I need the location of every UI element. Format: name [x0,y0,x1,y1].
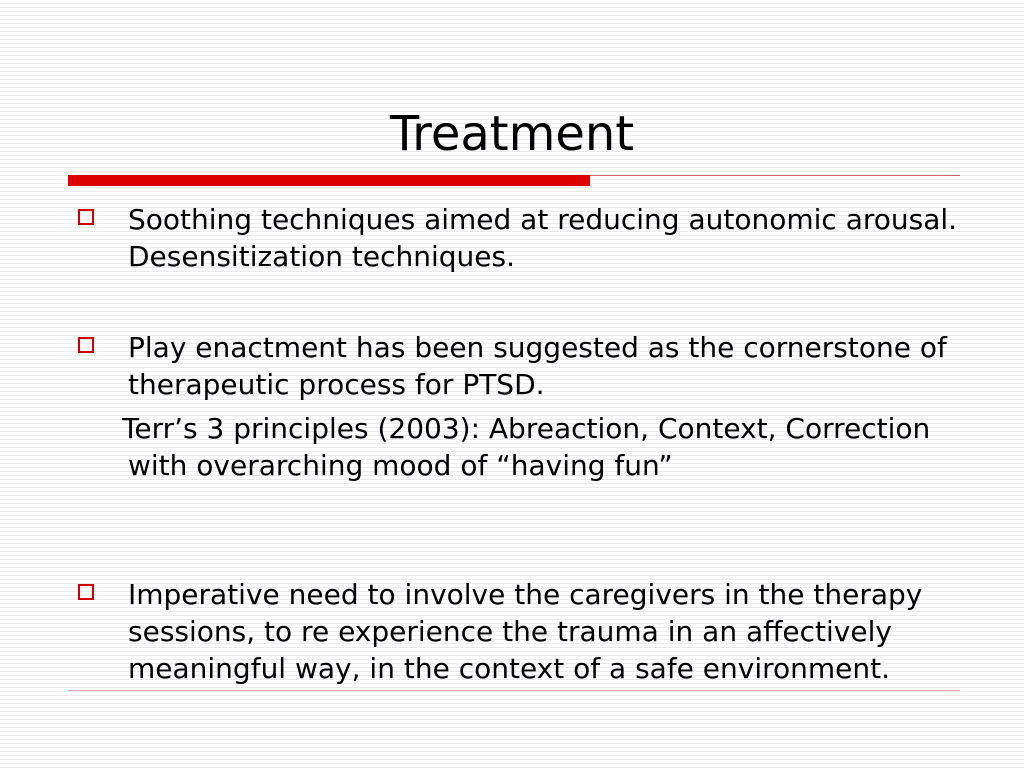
hollow-square-bullet-icon [78,584,94,600]
hollow-square-bullet-icon [78,337,94,353]
slide-title: Treatment [389,106,635,162]
sub-paragraph-terr-principles: Terr’s 3 principles (2003): Abreaction, Context, Correction with overarching mood of “having fun” [122,412,931,482]
hollow-square-bullet-icon [78,209,94,225]
footer-divider [68,690,960,691]
bullet-item-2: Play enactment has been suggested as the cornerstone of therapeutic process for PTSD. [128,331,947,401]
bullet-item-1: Soothing techniques aimed at reducing autonomic arousal. Desensitization techniques. [128,203,958,273]
bullet-item-3: Imperative need to involve the caregivers in the therapy sessions, to re experience the trauma in an affectively meaningful way, in the context of a safe environment. [128,578,923,685]
